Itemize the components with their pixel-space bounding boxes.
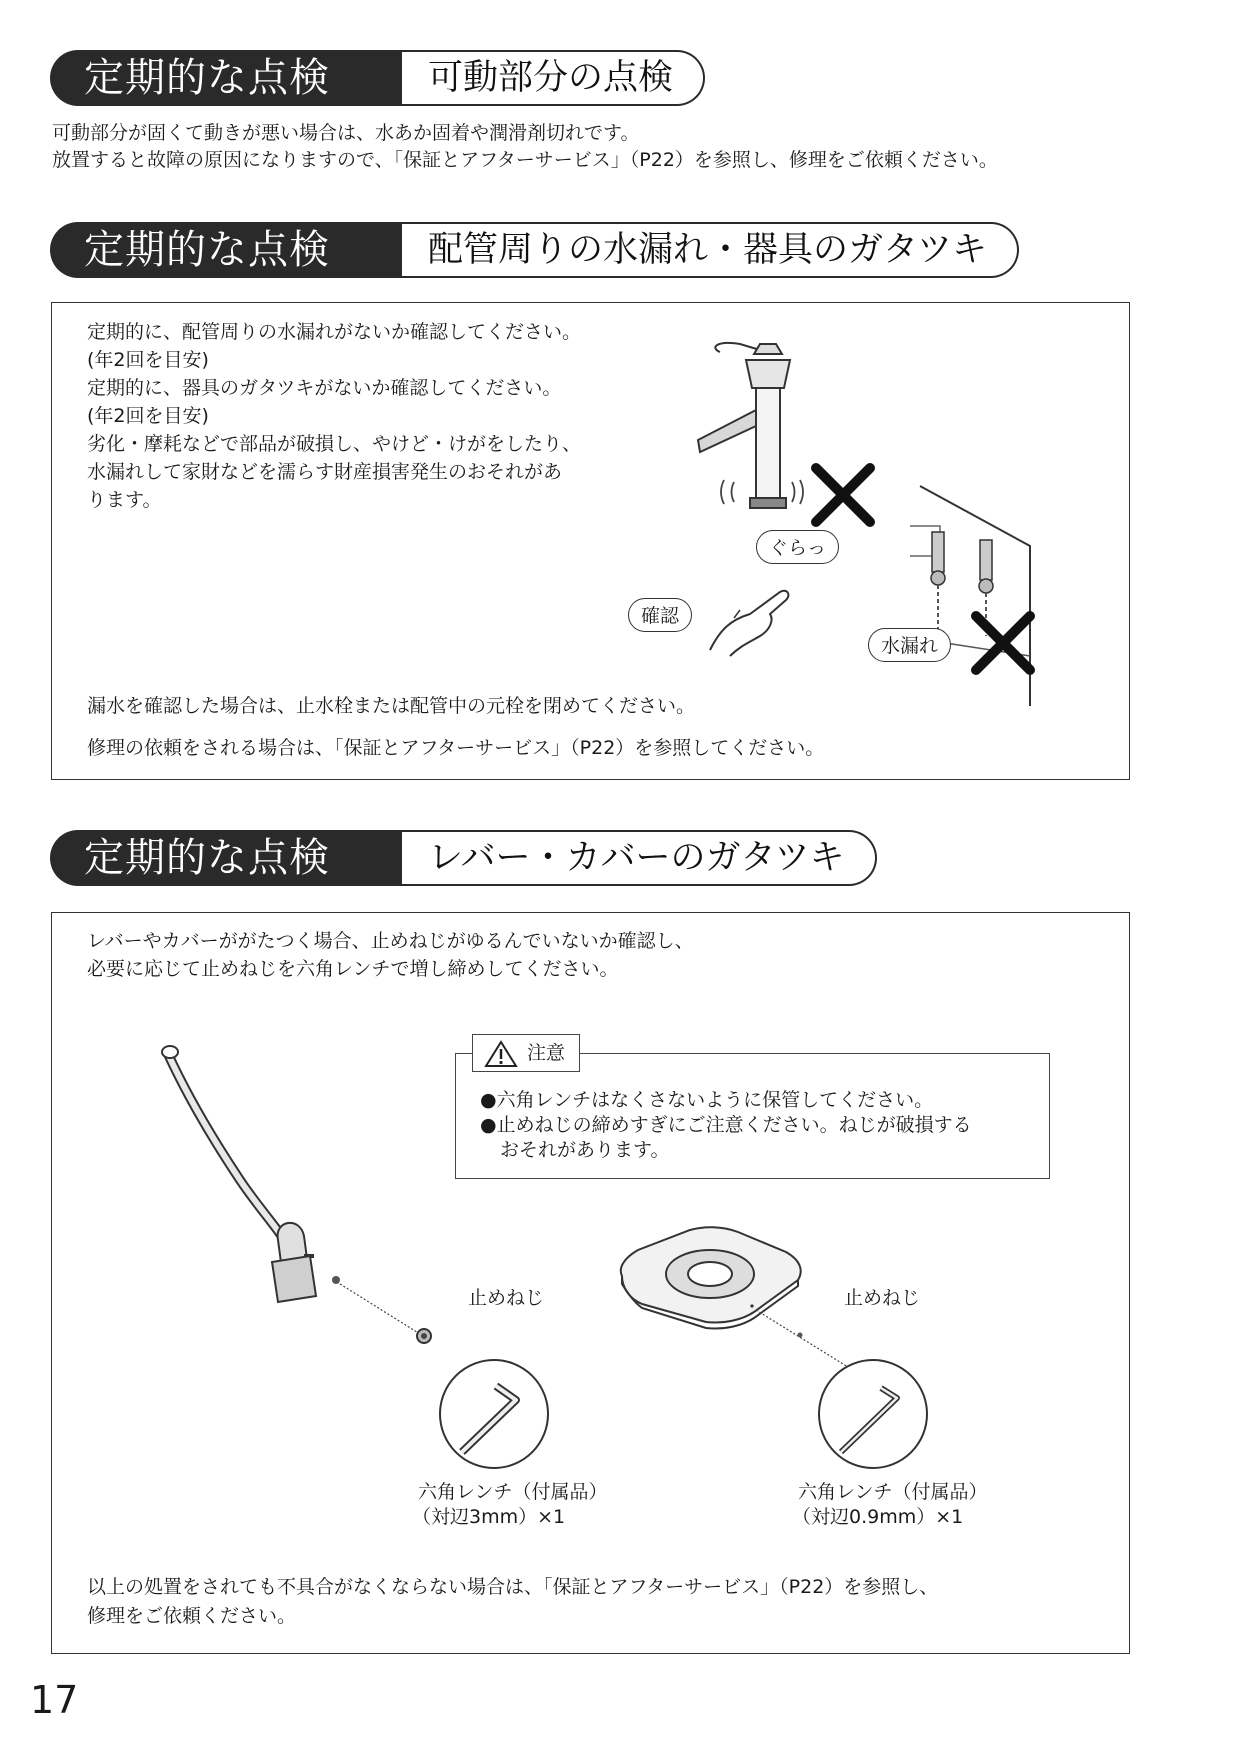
section1-heading-main: 定期的な点検 xyxy=(50,50,410,106)
section3-line-2: 必要に応じて止めねじを六角レンチで増し締めしてください。 xyxy=(87,958,619,980)
label-check: 確認 xyxy=(628,598,692,632)
section2-line-5: 劣化・摩耗などで部品が破損し、やけど・けがをしたり、 xyxy=(87,433,582,455)
cross-mark-icon xyxy=(810,462,876,528)
section2-line-2: (年2回を目安) xyxy=(87,349,209,371)
warning-triangle-icon xyxy=(484,1040,518,1068)
wrench-0.9mm-icon xyxy=(815,1356,931,1472)
cross-mark-icon xyxy=(970,610,1036,676)
section2-line-7: ります。 xyxy=(87,489,162,511)
caution-item-1: ●六角レンチはなくさないように保管してください。 xyxy=(480,1089,934,1111)
caution-item-2: ●止めねじの締めすぎにご注意ください。ねじが破損する xyxy=(480,1114,972,1136)
section3-heading-sub: レバー・カバーのガタツキ xyxy=(402,830,877,886)
section3-line-1: レバーやカバーががたつく場合、止めねじがゆるんでいないか確認し、 xyxy=(87,930,694,952)
section2-note-2: 修理の依頼をされる場合は、「保証とアフターサービス」（P22）を参照してください。 xyxy=(87,737,825,759)
lever-illustration xyxy=(160,1040,460,1340)
section3-heading-main: 定期的な点検 xyxy=(50,830,410,886)
label-leak: 水漏れ xyxy=(868,628,951,662)
section2-line-1: 定期的に、配管周りの水漏れがないか確認してください。 xyxy=(87,321,582,343)
page-number: 17 xyxy=(30,1678,79,1722)
caution-item-2-cont: おそれがあります。 xyxy=(500,1139,670,1161)
section2-line-3: 定期的に、器具のガタツキがないか確認してください。 xyxy=(87,377,562,399)
wrench-left-line-1: 六角レンチ（付属品） xyxy=(418,1481,608,1503)
section1-line-2: 放置すると故障の原因になりますので、「保証とアフターサービス」（P22）を参照し、修理をご依頼ください。 xyxy=(52,149,998,171)
caution-title: 注意 xyxy=(527,1042,566,1064)
section2-line-6: 水漏れして家財などを濡らす財産損害発生のおそれがあ xyxy=(87,461,563,483)
section2-line-4: (年2回を目安) xyxy=(87,405,209,427)
section2-note-1: 漏水を確認した場合は、止水栓または配管中の元栓を閉めてください。 xyxy=(87,695,696,717)
wrench-right-line-2: （対辺0.9mm）×1 xyxy=(792,1506,964,1528)
section3-footer-1: 以上の処置をされても不具合がなくならない場合は、「保証とアフターサービス」（P22）を参照し、 xyxy=(87,1576,939,1598)
screw-icon xyxy=(414,1326,434,1346)
section3-footer-2: 修理をご依頼ください。 xyxy=(87,1605,297,1627)
section1-line-1: 可動部分が固くて動きが悪い場合は、水あか固着や潤滑剤切れです。 xyxy=(52,122,640,144)
section1-heading-sub: 可動部分の点検 xyxy=(402,50,705,106)
screw-label-right: 止めねじ xyxy=(844,1287,921,1309)
label-wobble: ぐらっ xyxy=(756,530,839,564)
wrench-right-line-1: 六角レンチ（付属品） xyxy=(798,1481,988,1503)
wrench-3mm-icon xyxy=(436,1356,552,1472)
section2-heading-main: 定期的な点検 xyxy=(50,222,410,278)
screw-label-left: 止めねじ xyxy=(468,1287,545,1309)
section2-heading-sub: 配管周りの水漏れ・器具のガタツキ xyxy=(402,222,1019,278)
wrench-left-line-2: （対辺3mm）×1 xyxy=(412,1506,566,1528)
pointing-hand-icon xyxy=(700,580,800,660)
